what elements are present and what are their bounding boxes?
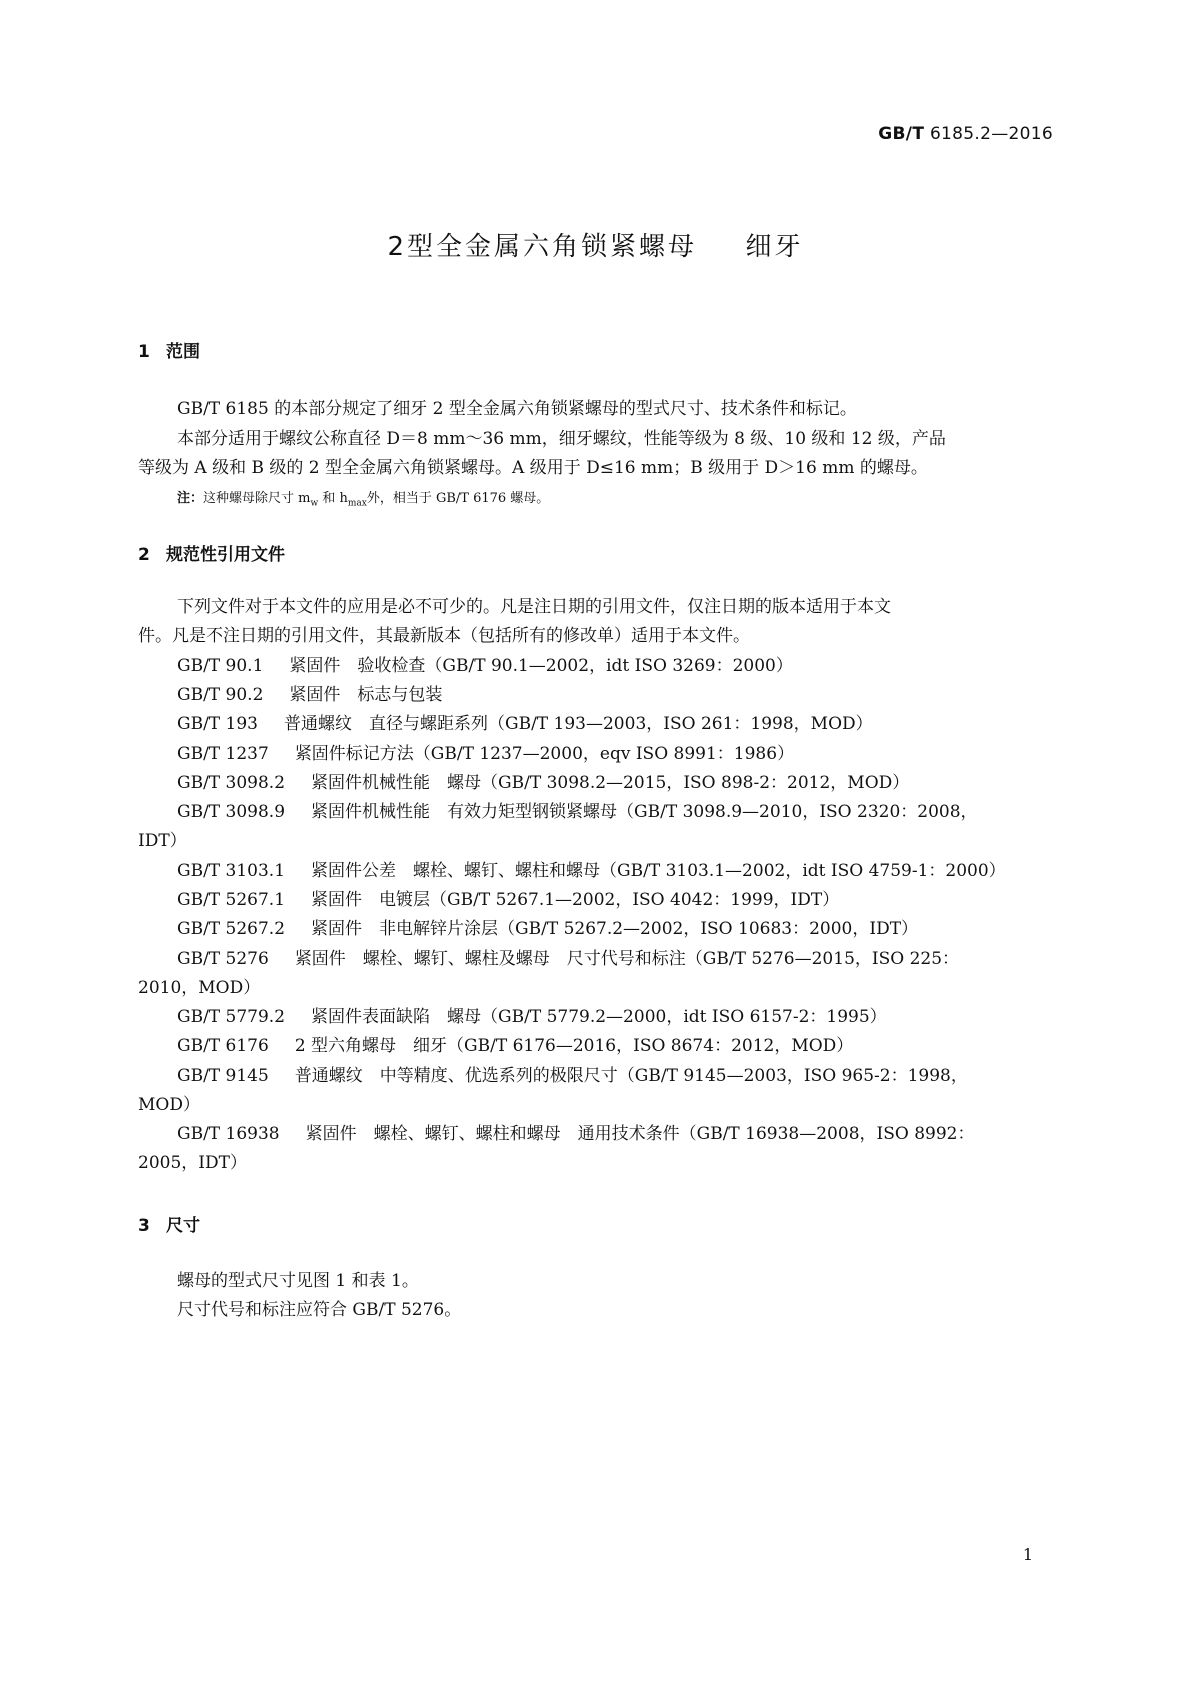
- reference-code: GB/T 6176: [177, 1036, 269, 1056]
- reference-item: [177, 684, 442, 706]
- note-label: 注：: [177, 491, 204, 506]
- reference-text: 紧固件标记方法（GB/T 1237—2000，eqv ISO 8991：1986）: [294, 744, 795, 764]
- dimensions-paragraph-1: 螺母的型式尺寸见图 1 和表 1。: [177, 1271, 419, 1291]
- note-text-a: 这种螺母除尺寸 m: [203, 491, 311, 506]
- reference-item-continuation: 2005，IDT）: [138, 1153, 247, 1173]
- reference-item: [177, 1123, 974, 1145]
- page-title: [0, 226, 1191, 263]
- section-title: 规范性引用文件: [166, 545, 285, 565]
- standard-number: [878, 124, 1053, 144]
- note-text-b: 和 h: [318, 491, 348, 506]
- section-3-heading: [138, 1211, 200, 1236]
- section-1-heading: [138, 337, 200, 362]
- title-sub: 细牙: [745, 232, 804, 262]
- reference-text: 紧固件机械性能 有效力矩型钢锁紧螺母（GB/T 3098.9—2010，ISO 2320：2008，: [311, 802, 978, 822]
- reference-text: 紧固件公差 螺栓、螺钉、螺柱和螺母（GB/T 3103.1—2002，idt ISO 4759-1：2000）: [311, 861, 1006, 881]
- scope-note: [177, 487, 549, 509]
- standard-code: 6185.2—2016: [929, 124, 1053, 144]
- reference-item: [177, 713, 873, 735]
- reference-code: GB/T 5267.1: [177, 890, 286, 910]
- scope-paragraph-2-line-2: 等级为 A 级和 B 级的 2 型全金属六角锁紧螺母。A 级用于 D≤16 mm；B 级用于 D＞16 mm 的螺母。: [138, 458, 928, 478]
- reference-text: 2 型六角螺母 细牙（GB/T 6176—2016，ISO 8674：2012，MOD）: [294, 1036, 854, 1056]
- reference-text: 普通螺纹 中等精度、优选系列的极限尺寸（GB/T 9145—2003，ISO 965-2：1998，: [294, 1066, 968, 1086]
- standard-prefix: GB/T: [878, 124, 925, 144]
- reference-item-continuation: 2010，MOD）: [138, 978, 261, 998]
- reference-code: GB/T 5276: [177, 949, 269, 969]
- references-intro-line-1: 下列文件对于本文件的应用是必不可少的。凡是注日期的引用文件，仅注日期的版本适用于本文: [177, 597, 891, 617]
- reference-text: 紧固件表面缺陷 螺母（GB/T 5779.2—2000，idt ISO 6157-2：1995）: [311, 1007, 887, 1027]
- page-number: 1: [1022, 1545, 1033, 1564]
- reference-item: [177, 1035, 853, 1057]
- section-title: 尺寸: [166, 1216, 200, 1236]
- note-text-c: 外，相当于 GB/T 6176 螺母。: [366, 491, 550, 506]
- reference-code: GB/T 90.2: [177, 685, 264, 705]
- reference-code: GB/T 3098.9: [177, 802, 286, 822]
- reference-code: GB/T 3098.2: [177, 773, 286, 793]
- reference-item: [177, 918, 918, 940]
- title-main: 2型全金属六角锁紧螺母: [387, 232, 697, 262]
- dimensions-paragraph-2: 尺寸代号和标注应符合 GB/T 5276。: [177, 1300, 462, 1320]
- reference-code: GB/T 5267.2: [177, 919, 286, 939]
- section-number: 1: [138, 342, 150, 362]
- reference-code: GB/T 5779.2: [177, 1007, 286, 1027]
- references-intro-line-2: 件。凡是不注日期的引用文件，其最新版本（包括所有的修改单）适用于本文件。: [138, 626, 750, 646]
- scope-paragraph-2-line-1: 本部分适用于螺纹公称直径 D＝8 mm～36 mm，细牙螺纹，性能等级为 8 级、10 级和 12 级，产品: [177, 429, 946, 449]
- scope-paragraph-1: GB/T 6185 的本部分规定了细牙 2 型全金属六角锁紧螺母的型式尺寸、技术条件和标记。: [177, 399, 857, 419]
- reference-item: [177, 1006, 887, 1028]
- reference-code: GB/T 9145: [177, 1066, 269, 1086]
- reference-code: GB/T 193: [177, 714, 258, 734]
- reference-item: [177, 772, 909, 794]
- reference-text: 紧固件 验收检查（GB/T 90.1—2002，idt ISO 3269：2000）: [289, 656, 793, 676]
- reference-code: GB/T 3103.1: [177, 861, 286, 881]
- reference-text: 紧固件 螺栓、螺钉、螺柱和螺母 通用技术条件（GB/T 16938—2008，ISO 8992：: [305, 1124, 975, 1144]
- section-number: 3: [138, 1216, 150, 1236]
- note-subscript-max: max: [347, 498, 367, 509]
- reference-item: [177, 801, 978, 823]
- reference-code: GB/T 1237: [177, 744, 269, 764]
- note-subscript-w: w: [310, 498, 319, 509]
- reference-item: [177, 860, 1006, 882]
- reference-text: 紧固件机械性能 螺母（GB/T 3098.2—2015，ISO 898-2：2012，MOD）: [311, 773, 910, 793]
- reference-code: GB/T 16938: [177, 1124, 280, 1144]
- reference-item: [177, 889, 839, 911]
- reference-text: 普通螺纹 直径与螺距系列（GB/T 193—2003，ISO 261：1998，MOD）: [284, 714, 873, 734]
- reference-item: [177, 655, 793, 677]
- reference-code: GB/T 90.1: [177, 656, 264, 676]
- reference-text: 紧固件 标志与包装: [289, 685, 443, 705]
- section-title: 范围: [166, 342, 200, 362]
- reference-item-continuation: MOD）: [138, 1095, 200, 1115]
- reference-text: 紧固件 非电解锌片涂层（GB/T 5267.2—2002，ISO 10683：2000，IDT）: [311, 919, 919, 939]
- reference-item-continuation: IDT）: [138, 831, 187, 851]
- reference-text: 紧固件 电镀层（GB/T 5267.1—2002，ISO 4042：1999，IDT）: [311, 890, 840, 910]
- section-number: 2: [138, 545, 150, 565]
- reference-item: [177, 1065, 968, 1087]
- reference-item: [177, 948, 959, 970]
- section-2-heading: [138, 540, 285, 565]
- reference-item: [177, 743, 794, 765]
- reference-text: 紧固件 螺栓、螺钉、螺柱及螺母 尺寸代号和标注（GB/T 5276—2015，ISO 225：: [294, 949, 960, 969]
